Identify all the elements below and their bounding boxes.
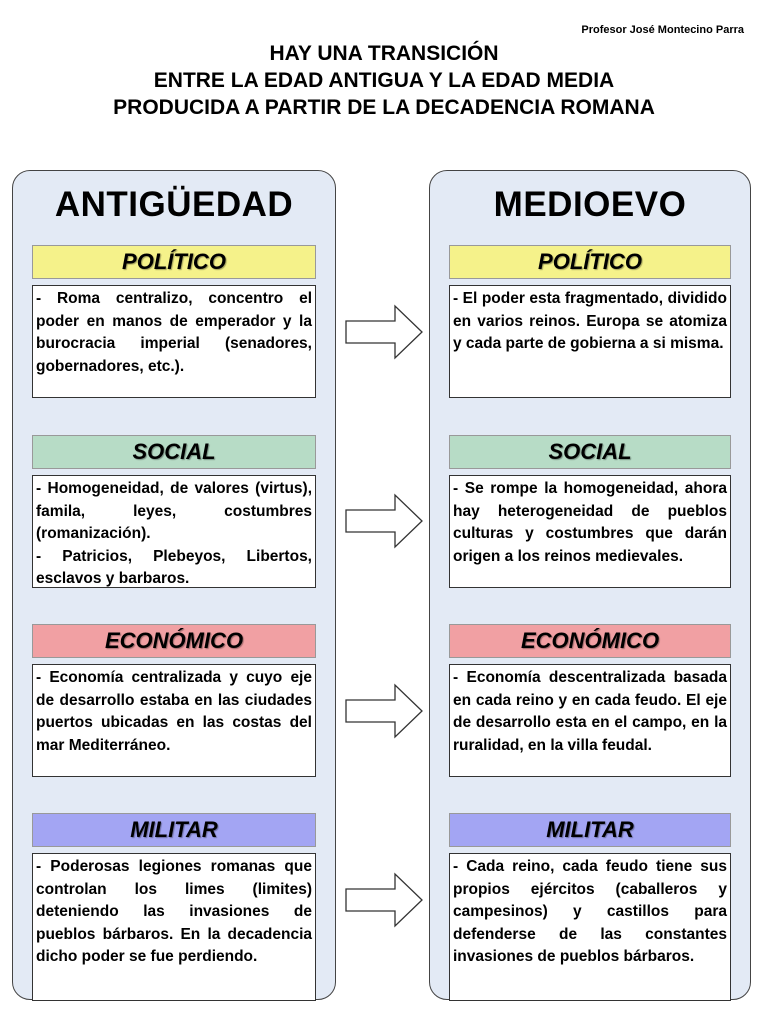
economico-banner: ECONÓMICO [32,624,316,658]
text-line: - Patricios, Plebeyos, Libertos, esclavos y barbaros. [36,547,312,587]
text-line: - Se rompe la homogeneidad, ahora hay heterogeneidad de pueblos culturas y costumbres que darán origen a los reinos medievales. [453,480,727,565]
title-line: HAY UNA TRANSICIÓN [269,42,499,65]
politico-text [449,285,731,398]
social-banner: SOCIAL [32,435,316,469]
column-title: MEDIOEVO [493,185,687,224]
social-banner: SOCIAL [449,435,731,469]
politico-banner: POLÍTICO [32,245,316,279]
transition-arrow-icon [345,493,423,549]
text-line: - Homogeneidad, de valores (virtus), famila, leyes, costumbres (romanización). [36,480,312,542]
militar-banner: MILITAR [32,813,316,847]
economico-text [32,664,316,777]
medioevo-economico-section [449,624,731,777]
page-title [0,40,768,121]
column-title: ANTIGÜEDAD [54,185,294,224]
transition-arrow-icon [345,683,423,739]
author-credit: Profesor José Montecino Parra [581,24,744,36]
text-line: - El poder esta fragmentado, dividido en varios reinos. Europa se atomiza y cada parte de gobierna a si misma. [453,290,727,352]
medioevo-militar-section [449,813,731,1001]
politico-banner: POLÍTICO [449,245,731,279]
title-line: ENTRE LA EDAD ANTIGUA Y LA EDAD MEDIA [153,69,615,92]
social-text [449,475,731,588]
transition-arrow-icon [345,304,423,360]
antiguedad-economico-section [32,624,316,777]
militar-banner: MILITAR [449,813,731,847]
antiguedad-politico-section [32,245,316,398]
militar-text [32,853,316,1001]
economico-banner: ECONÓMICO [449,624,731,658]
antiguedad-militar-section [32,813,316,1001]
medioevo-politico-section [449,245,731,398]
text-line: - Poderosas legiones romanas que controlan los limes (limites) deteniendo las invasiones de pueblos bárbaros. En la decadencia dicho poder se fue perdiendo. [36,858,312,965]
social-text [32,475,316,588]
militar-text [449,853,731,1001]
medioevo-social-section [449,435,731,588]
text-line: - Economía centralizada y cuyo eje de desarrollo estaba en las ciudades puertos ubicadas en las costas del mar Mediterráneo. [36,669,312,754]
politico-text [32,285,316,398]
economico-text [449,664,731,777]
medioevo-column [429,170,751,1000]
antiguedad-column [12,170,336,1000]
title-line: PRODUCIDA A PARTIR DE LA DECADENCIA ROMANA [113,96,655,119]
text-line: - Cada reino, cada feudo tiene sus propios ejércitos (caballeros y campesinos) y castillos para defenderse de las constantes invasiones de pueblos bárbaros. [453,858,727,965]
antiguedad-social-section [32,435,316,588]
text-line: - Economía descentralizada basada en cada reino y en cada feudo. El eje de desarrollo esta en el campo, en la ruralidad, en la villa feudal. [453,669,727,754]
text-line: - Roma centralizo, concentro el poder en manos de emperador y la burocracia imperial (senadores, gobernadores, etc.). [36,290,312,375]
transition-arrow-icon [345,872,423,928]
